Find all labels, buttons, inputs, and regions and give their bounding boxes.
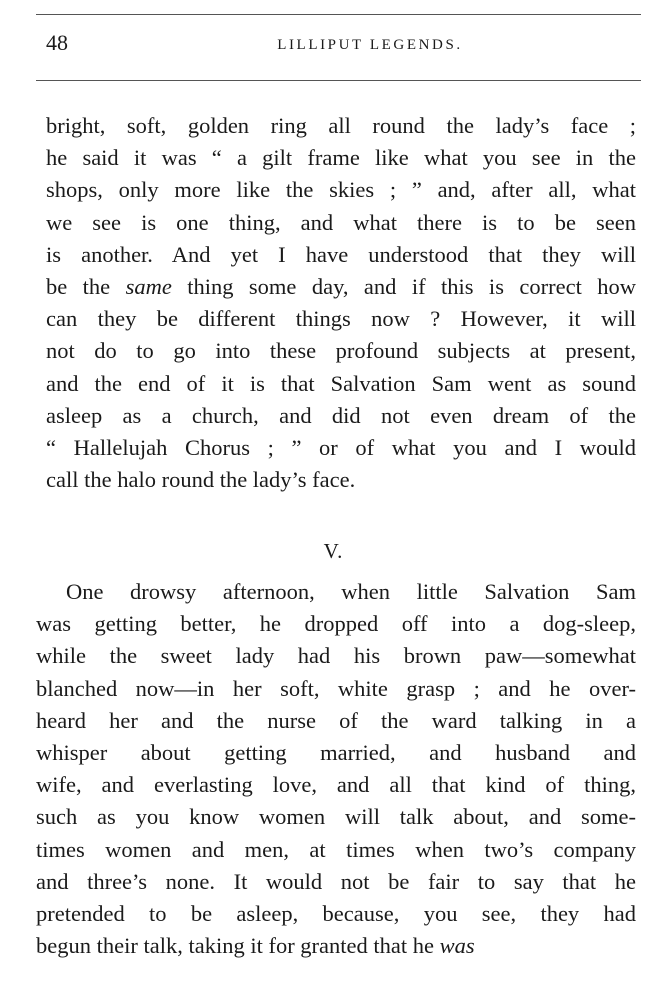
text-line: and three’s none. It would not be fair to say that he	[36, 868, 636, 894]
text-line: not do to go into these profound subjects at present,	[46, 338, 636, 364]
italic-emphasis: was	[439, 933, 475, 959]
text-line: One drowsy afternoon, when little Salvation Sam	[66, 579, 636, 604]
header-bottom-rule	[36, 80, 641, 81]
text-line: shops, only more like the skies ; ” and, after all, what	[46, 177, 636, 203]
text-line: is another. And yet I have understood that they will	[46, 241, 636, 267]
text-line: times women and men, at times when two’s company	[36, 836, 636, 862]
text-line: such as you know women will talk about, and some-	[36, 804, 636, 830]
header-top-rule	[36, 14, 641, 15]
text-line: he said it was “ a gilt frame like what you see in the	[46, 145, 636, 171]
text-line: whisper about getting married, and husband and	[36, 739, 636, 765]
page-number: 48	[46, 30, 68, 55]
text-line: wife, and everlasting love, and all that kind of thing,	[36, 772, 636, 798]
text-line: call the halo round the lady’s face.	[46, 467, 356, 493]
text-line: begun their talk, taking it for granted that he was	[36, 933, 475, 959]
text-line: asleep as a church, and did not even dream of the	[46, 402, 636, 428]
section-heading: V.	[323, 539, 344, 563]
text-line: was getting better, he dropped off into a dog-sleep,	[36, 611, 636, 637]
text-line: we see is one thing, and what there is to be seen	[46, 209, 636, 235]
text-line: can they be different things now ? However, it will	[46, 306, 636, 332]
paragraph-continued	[46, 110, 636, 496]
running-title: LILLIPUT LEGENDS.	[277, 37, 463, 53]
text-line: “ Hallelujah Chorus ; ” or of what you and I would	[46, 434, 636, 460]
text-line: blanched now—in her soft, white grasp ; and he over-	[36, 675, 636, 701]
text-line: heard her and the nurse of the ward talking in a	[36, 707, 636, 733]
paragraph-section-v	[36, 576, 636, 962]
text-line: be the same thing some day, and if this is correct how	[46, 273, 636, 299]
text-line: and the end of it is that Salvation Sam went as sound	[46, 370, 636, 396]
text-line: bright, soft, golden ring all round the lady’s face ;	[46, 113, 636, 138]
text-line: pretended to be asleep, because, you see, they had	[36, 900, 636, 926]
italic-emphasis: same	[125, 273, 172, 299]
text-line: while the sweet lady had his brown paw—somewhat	[36, 643, 636, 669]
